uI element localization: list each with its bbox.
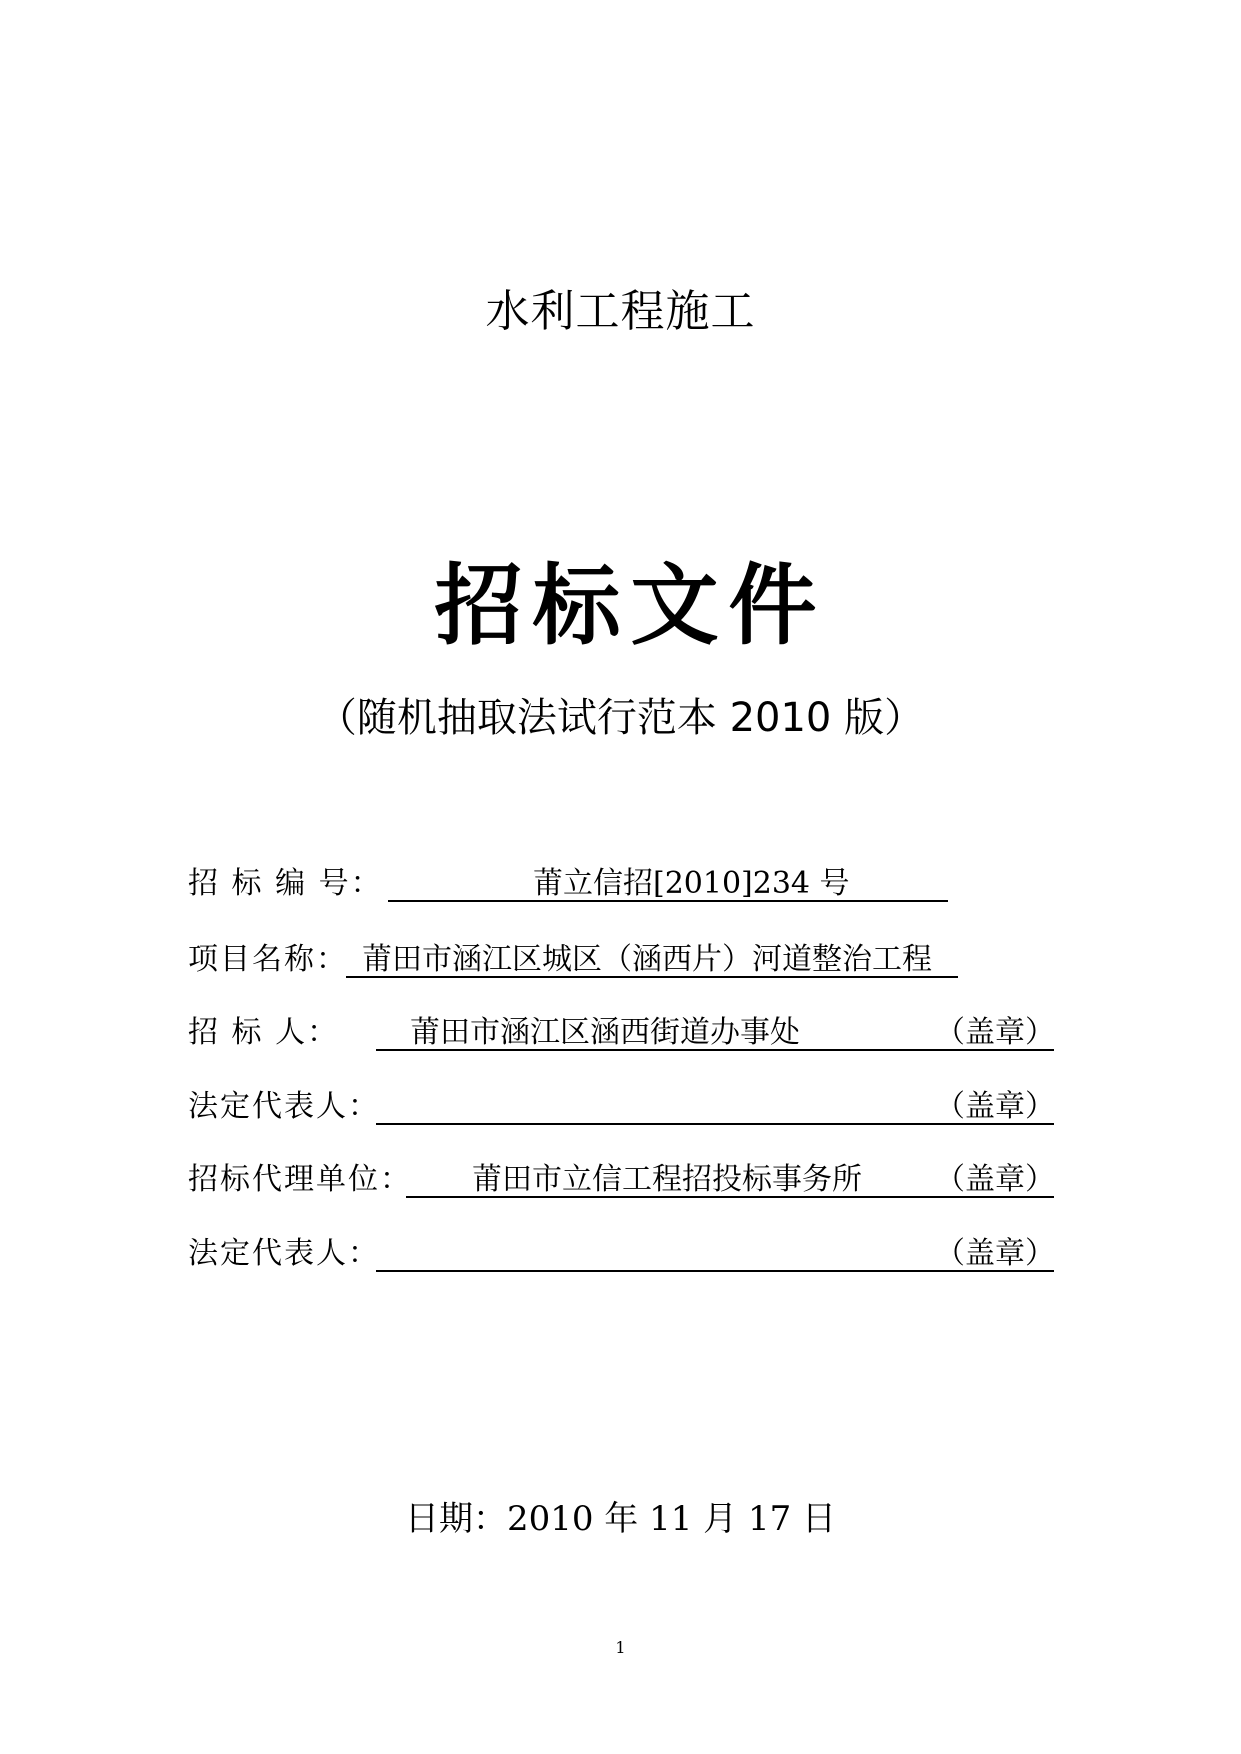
project-name-value: 莆田市涵江区城区（涵西片）河道整治工程 — [362, 942, 932, 977]
tenderer-seal: （盖章） — [935, 1015, 1055, 1050]
agency-legal-rep-field — [188, 1234, 1054, 1274]
agency-legal-rep-label: 法定代表人： — [188, 1236, 380, 1271]
tenderer-field — [188, 1013, 1054, 1053]
agency-legal-rep-seal: （盖章） — [935, 1236, 1055, 1271]
document-edition: （随机抽取法试行范本 2010 版） — [316, 695, 925, 741]
tenderer-value: 莆田市涵江区涵西街道办事处 — [410, 1015, 800, 1050]
tenderer-legal-rep-label: 法定代表人： — [188, 1089, 380, 1124]
document-title: 招标文件 — [434, 554, 827, 657]
project-name-label: 项目名称： — [188, 942, 348, 977]
tenderer-label: 招 标 人： — [188, 1015, 340, 1050]
tender-number-label: 招 标 编 号： — [188, 866, 383, 901]
project-name-field — [188, 940, 958, 980]
agency-label: 招标代理单位： — [188, 1162, 412, 1197]
agency-seal: （盖章） — [935, 1162, 1055, 1197]
tenderer-legal-rep-field — [188, 1087, 1054, 1127]
agency-field — [188, 1160, 1054, 1200]
page-number: 1 — [615, 1638, 626, 1657]
tender-number-field — [188, 864, 948, 904]
tenderer-legal-rep-seal: （盖章） — [935, 1089, 1055, 1124]
agency-value: 莆田市立信工程招投标事务所 — [472, 1162, 862, 1197]
document-date: 日期：2010 年 11 月 17 日 — [404, 1499, 837, 1539]
tender-number-value: 莆立信招[2010]234 号 — [533, 866, 850, 901]
document-category: 水利工程施工 — [485, 286, 756, 337]
